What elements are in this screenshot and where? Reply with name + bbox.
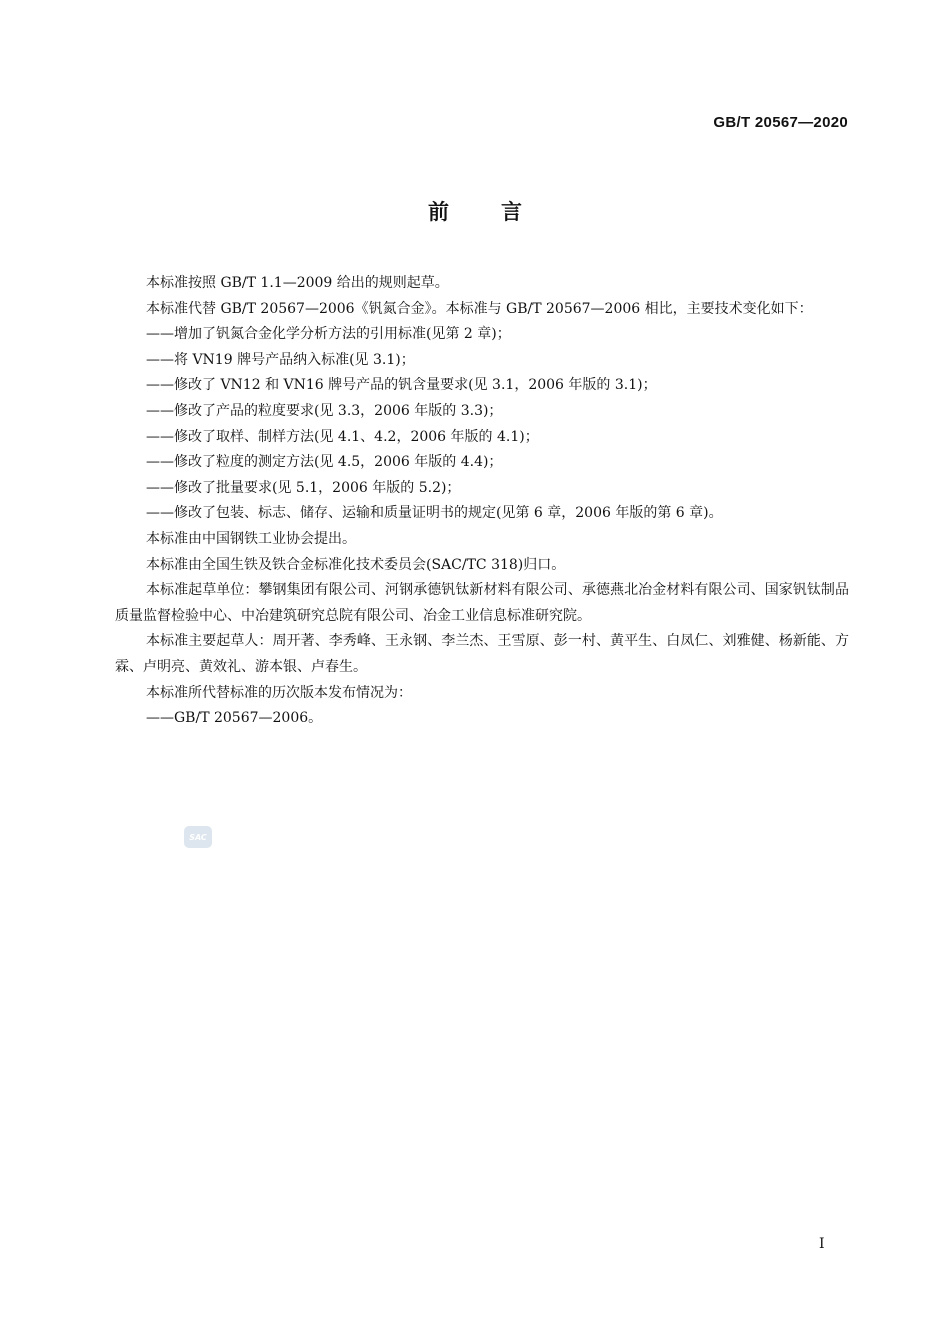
change-item: ——增加了钒氮合金化学分析方法的引用标准(见第 2 章)； bbox=[146, 326, 511, 343]
change-item: ——修改了 VN12 和 VN16 牌号产品的钒含量要求(见 3.1，2006 年版的 3.1)； bbox=[146, 377, 657, 394]
paragraph-committee: 本标准由全国生铁及铁合金标准化技术委员会(SAC/TC 318)归口。 bbox=[146, 556, 566, 573]
history-item: ——GB/T 20567—2006。 bbox=[146, 710, 323, 727]
document-code: GB/T 20567—2020 bbox=[713, 114, 848, 131]
paragraph-drafting-units: 本标准起草单位：攀钢集团有限公司、河钢承德钒钛新材料有限公司、承德燕北冶金材料有限公司、国家钒钛制品质量监督检验中心、中冶建筑研究总院有限公司、冶金工业信息标准研究院。 bbox=[115, 582, 849, 624]
paragraph-drafting-rule: 本标准按照 GB/T 1.1—2009 给出的规则起草。 bbox=[146, 275, 449, 291]
change-item: ——修改了包装、标志、储存、运输和质量证明书的规定(见第 6 章，2006 年版的第 6 章)。 bbox=[146, 505, 723, 522]
paragraph-replacement: 本标准代替 GB/T 20567—2006《钒氮合金》。本标准与 GB/T 20567—2006 相比，主要技术变化如下： bbox=[146, 300, 813, 317]
change-item: ——修改了粒度的测定方法(见 4.5，2006 年版的 4.4)； bbox=[146, 454, 503, 471]
sac-logo-watermark: SAC bbox=[184, 826, 212, 848]
page-title: 前言 bbox=[428, 200, 574, 224]
paragraph-proposer: 本标准由中国钢铁工业协会提出。 bbox=[146, 530, 356, 547]
foreword-body bbox=[115, 271, 849, 732]
change-item: ——修改了取样、制样方法(见 4.1、4.2，2006 年版的 4.1)； bbox=[146, 428, 539, 445]
page-number: I bbox=[819, 1236, 825, 1252]
paragraph-history-intro: 本标准所代替标准的历次版本发布情况为： bbox=[146, 684, 412, 701]
paragraph-drafters: 本标准主要起草人：周开著、李秀峰、王永钢、李兰杰、王雪原、彭一村、黄平生、白凤仁、刘雅健、杨新能、方霖、卢明亮、黄效礼、游本银、卢春生。 bbox=[115, 633, 849, 675]
change-item: ——修改了产品的粒度要求(见 3.3，2006 年版的 3.3)； bbox=[146, 402, 503, 419]
change-item: ——修改了批量要求(见 5.1，2006 年版的 5.2)； bbox=[146, 479, 461, 496]
change-item: ——将 VN19 牌号产品纳入标准(见 3.1)； bbox=[146, 351, 415, 368]
